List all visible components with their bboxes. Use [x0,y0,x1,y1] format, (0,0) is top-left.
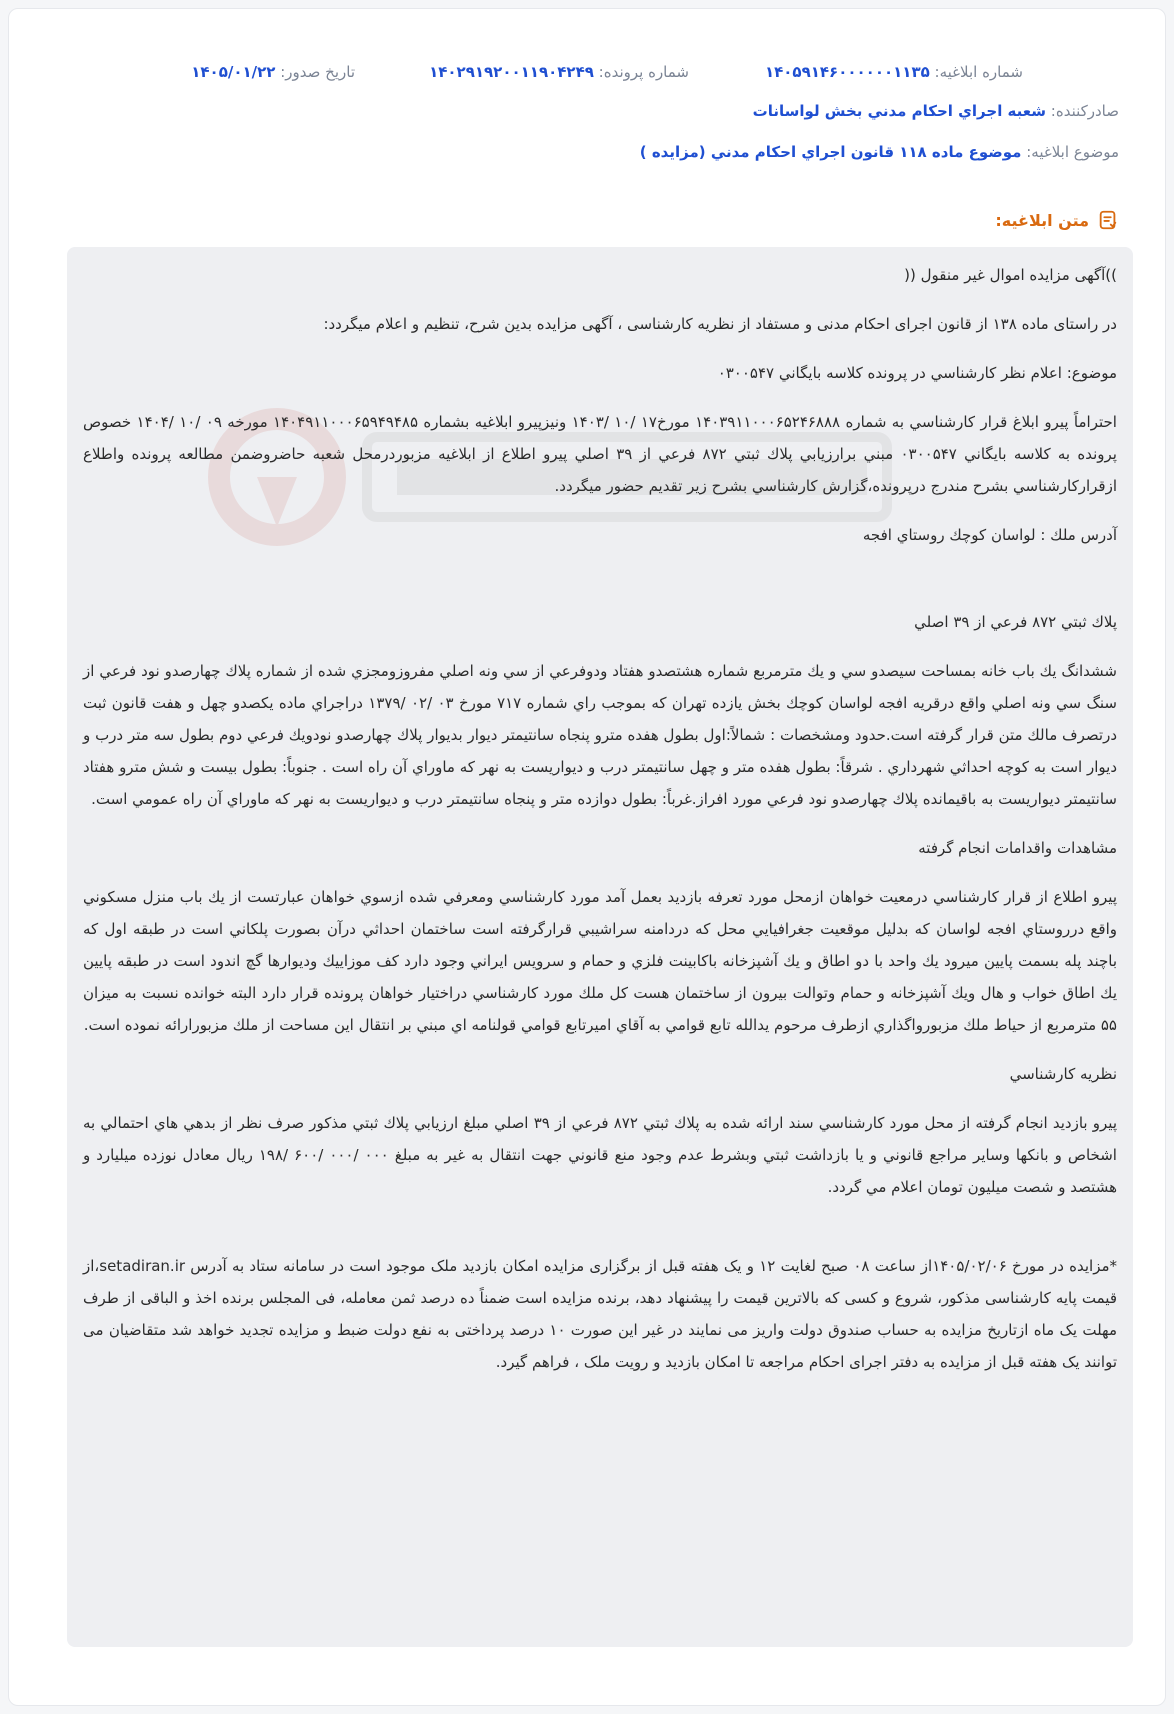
reference-paragraph: احتراماً پيرو ابلاغ قرار كارشناسي به شماره ۱۴۰۳۹۱۱۰۰۰۶۵۲۴۶۸۸۸ مورخ۱۷ /۱۰ /۱۴۰۳ ونيزپيرو ابلاغيه بشماره ۱۴۰۴۹۱۱۰۰۰۶۵۹۴۹۴۸۵ مورخه ۰۹ /۱۰ /۱۴۰۴ خصوص پرونده به كلاسه بايگاني ۰۳۰۰۵۴۷ مبني برارزيابي پلاك ثبتي ۸۷۲ فرعي از ۳۹ اصلي پيرو اطلاع از ابلاغيه مزبوردرمحل شعبه حاضروضمن مطالعه پرونده واطلاع ازقراركارشناسي بشرح مندرج درپرونده،گزارش كارشناسي بشرح زير تقديم حضور ميگردد. [83,413,1117,495]
notice-text-heading [995,209,1119,231]
registration-plate: پلاك ثبتي ۸۷۲ فرعي از ۳۹ اصلي [914,613,1117,631]
issue-date: تاریخ صدور: ۱۴۰۵/۰۱/۲۲ [191,63,355,81]
spacer [83,568,1117,606]
notice-content [67,247,1133,1647]
property-address: آدرس ملك : لواسان كوچك روستاي افجه [862,526,1117,544]
property-description: ششدانگ يك باب خانه بمساحت سيصدو سي و يك مترمربع شماره هشتصدو هفتاد ودوفرعي از سي ونه اصلي مفروزومجزي شده از شماره پلاك چهارصدو نود فرعي از سنگ سي ونه اصلي واقع درقريه افجه لواسان كوچك بخش يازده تهران كه بموجب راي شماره ۷۱۷ مورخ ۰۳ /۰۲ /۱۳۷۹ دراجراي ماده يكصدو چهل و هفت قانون ثبت درتصرف مالك متن قرار گرفته است.حدود ومشخصات : شمالاً:اول بطول هفده مترو پنجاه سانتيمتر ديوار بديوار پلاك چهارصدو نودويك فرعي دوم بطول سه متر درب و ديوار است به كوچه احداثي شهرداري . شرقاً: بطول هفده متر و چهل سانتيمتر درب و ديواريست به نهر كه ماوراي آن راه است . جنوباً: بطول بيست و شش مترو هفتاد سانتيمتر ديواريست به باقيمانده پلاك چهارصدو نود فرعي مورد افراز.غرباً: بطول دوازده متر و پنجاه سانتيمتر درب و ديواريست به نهر كه ماوراي آن راه عمومي است. [83,662,1117,808]
auction-title: ))آگهی مزایده اموال غیر منقول (( [904,266,1117,284]
expert-opinion-paragraph: پيرو بازديد انجام گرفته از محل مورد كارشناسي سند ارائه شده به پلاك ثبتي ۸۷۲ فرعي از ۳۹ اصلي مبلغ ارزيابي پلاك ثبتي مذكور صرف نظر از بدهي هاي احتمالي به اشخاص و بانكها وساير مراجع قانوني و يا بازداشت ثبتي وبشرط عدم وجود منع قانوني جهت انتقال به غير به مبلغ ۰۰۰ /۰۰۰ /۶۰۰ /۱۹۸ ريال معادل نوزده ميليارد و هشتصد و شصت ميليون تومان اعلام مي گردد. [83,1114,1117,1196]
notice-body [83,259,1117,1395]
spacer [83,1220,1117,1250]
issuer-line: صادرکننده: شعبه اجراي احكام مدني بخش لواسانات [752,102,1119,120]
intro-paragraph: در راستای ماده ۱۳۸ از قانون اجرای احکام مدنی و مستفاد از نظریه کارشناسی ، آگهی مزایده بدین شرح، تنظیم و اعلام میگردد: [323,315,1117,333]
auction-conditions-paragraph: *مزایده در مورخ ۱۴۰۵/۰۲/۰۶از ساعت ۰۸ صبح لغایت ۱۲ و یک هفته قبل از برگزاری مزایده امکان بازدید ملک موجود است در سامانه ستاد به آدرس setadiran.ir،از قیمت پایه کارشناسی مذکور، شروع و کسی که بالاترین قیمت را پیشنهاد دهد، برنده مزایده است ضمناً ده درصد ثمن معامله، فی المجلس برنده اخذ و الباقی از طرف مهلت یک ماه ازتاریخ مزایده به حساب صندوق دولت واریز می نمایند در غیر این صورت ۱۰ درصد پرداختی به نفع دولت ضبط و مزایده تجدید خواهد شد متقاضیان می توانند یک هفته قبل از مزایده به دفتر اجرای احکام مراجعه تا امکان بازدید و رویت ملک ، فراهم گیرد. [83,1257,1118,1371]
notice-number: شماره ابلاغیه: ۱۴۰۵۹۱۴۶۰۰۰۰۰۰۱۱۳۵ [764,63,1023,81]
observations-paragraph: پيرو اطلاع از قرار كارشناسي درمعيت خواهان ازمحل مورد تعرفه بازديد بعمل آمد مورد كارشناسي ومعرفي شده ازسوي خواهان عبارتست از يك باب منزل مسكوني واقع درروستاي افجه لواسان كه بدليل موقعيت جغرافيايي محل كه دردامنه سراشيبي قرارگرفته است ساختمان احداثي درآن بصورت پلكاني است در طبقه اول كه باچند پله بسمت پايين ميرود يك واحد با دو اطاق و يك آشپزخانه باكابينت فلزي و حمام و سرويس ايراني وجود دارد كف موزاييك وديوارها گچ اندود است در طبقه پايين يك اطاق خواب و هال ويك آشپزخانه و حمام وتوالت بيرون از ساختمان هست كل ملك مورد كارشناسي دراختيار خواهان پرونده قرار دارد البته خوانده نسبت به ميزان ۵۵ مترمربع از حياط ملك مزبورواگذاري ازطرف مرحوم يدالله تابع قوامي به آقاي اميرتابع قوامي قولنامه اي مبني بر انتقال اين مساحت از ملك مزبورارائه نموده است. [83,888,1117,1034]
subject-line: موضوع ابلاغیه: موضوع ماده ۱۱۸ قانون اجراي احكام مدني (مزايده ) [639,143,1119,161]
section-title: متن ابلاغیه: [995,210,1089,230]
document-icon [1097,209,1119,231]
observations-heading: مشاهدات واقدامات انجام گرفته [918,839,1117,857]
meta-row [9,63,1165,93]
expert-opinion-heading: نظريه كارشناسي [1009,1065,1117,1083]
case-number: شماره پرونده: ۱۴۰۲۹۱۹۲۰۰۱۱۹۰۴۲۴۹ [429,63,689,81]
notice-card [8,8,1166,1706]
subject-paragraph: موضوع: اعلام نظر كارشناسي در پرونده كلاسه بايگاني ۰۳۰۰۵۴۷ [717,364,1117,382]
